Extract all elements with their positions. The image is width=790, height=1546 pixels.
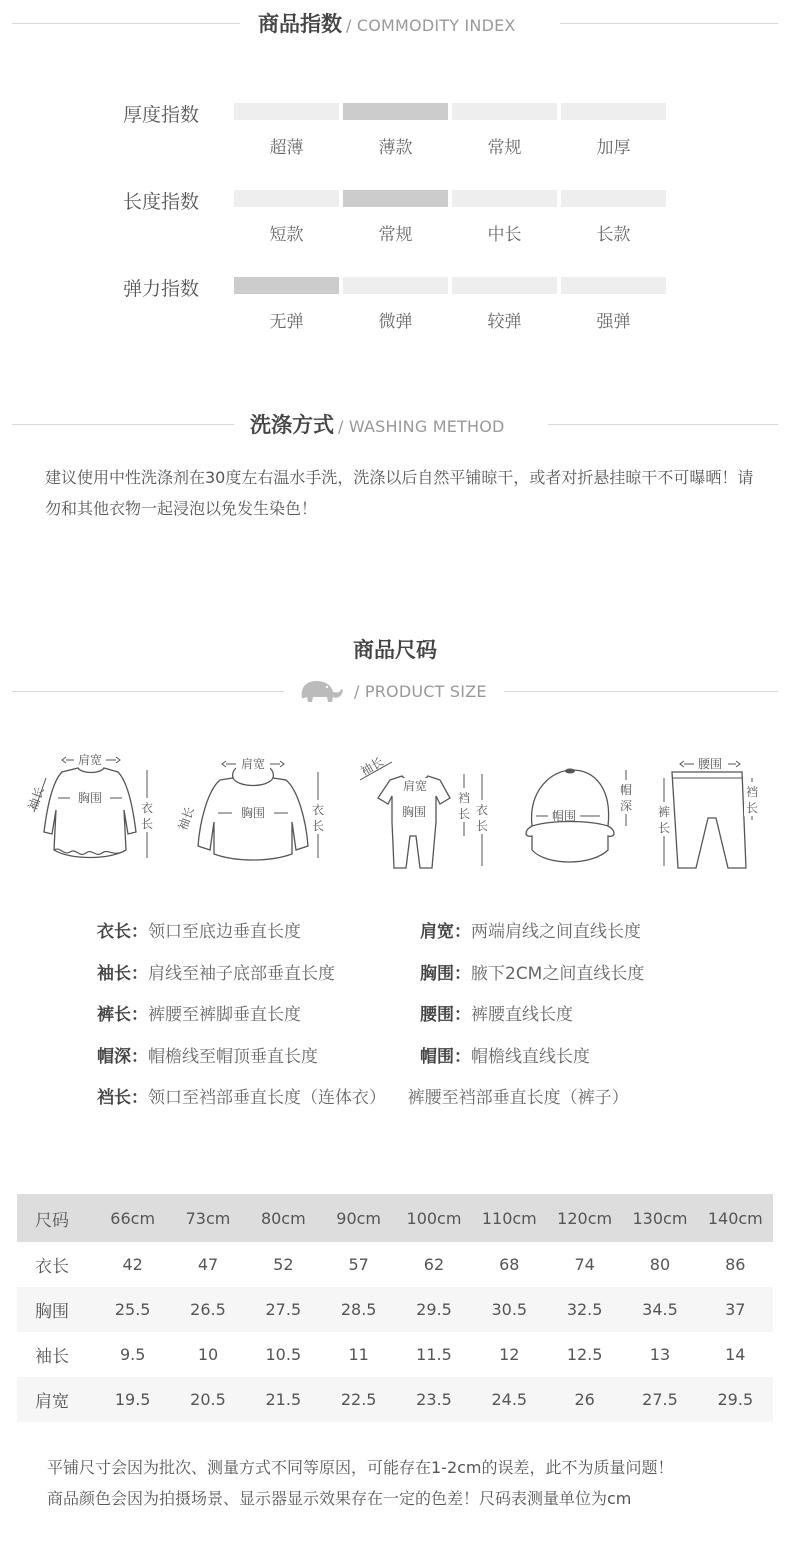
romper-length-label-1: 衣 bbox=[475, 803, 489, 817]
hoodie-length-label-2: 长 bbox=[311, 819, 325, 833]
pants-waist-label: 腰围 bbox=[697, 757, 723, 771]
def-hat-circumference: 帽围：帽檐线直线长度 bbox=[420, 1047, 590, 1067]
table-cell: 130cm bbox=[622, 1194, 697, 1242]
index-level-bar bbox=[234, 190, 339, 207]
washing-method-title-cn: 洗涤方式 bbox=[250, 413, 334, 437]
table-row-header-cell: 衣长 bbox=[35, 1257, 69, 1277]
size-note bbox=[47, 1452, 767, 1514]
index-level-bar bbox=[343, 277, 448, 294]
index-level-bar bbox=[452, 277, 557, 294]
table-cell: 68 bbox=[499, 1255, 520, 1274]
table-cell: 26 bbox=[547, 1377, 622, 1422]
table-cell: 10.5 bbox=[265, 1345, 302, 1364]
washing-instructions: 建议使用中性洗涤剂在30度左右温水手洗，洗涤以后自然平铺晾干，或者对折悬挂晾干不可曝晒！请勿和其他衣物一起浸泡以免发生染色！ bbox=[45, 468, 754, 518]
index-level-label: 常规 bbox=[378, 225, 413, 245]
index-level-bar bbox=[343, 103, 448, 120]
index-level-label: 长款 bbox=[596, 225, 631, 245]
pants-length-label-2: 长 bbox=[657, 821, 671, 835]
size-table bbox=[17, 1194, 773, 1422]
table-cell: 9.5 bbox=[119, 1345, 146, 1364]
table-cell: 21.5 bbox=[246, 1377, 321, 1422]
index-row bbox=[0, 187, 790, 257]
table-cell: 25.5 bbox=[95, 1287, 170, 1332]
hat-figure bbox=[512, 740, 642, 875]
table-cell: 47 bbox=[197, 1255, 219, 1274]
table-cell: 24.5 bbox=[472, 1377, 547, 1422]
table-cell: 29.5 bbox=[698, 1377, 773, 1422]
hoodie-shoulder-label: 肩宽 bbox=[240, 757, 266, 771]
hoodie-chest-label: 胸围 bbox=[240, 806, 266, 820]
hoodie-length-label-1: 衣 bbox=[311, 803, 325, 817]
dress-length-label-2: 长 bbox=[140, 817, 154, 831]
table-row-header-cell: 尺码 bbox=[17, 1194, 95, 1242]
table-cell: 27.5 bbox=[246, 1287, 321, 1332]
index-level-label: 强弹 bbox=[596, 312, 631, 332]
garment-figures bbox=[0, 740, 790, 880]
romper-length-label-2: 长 bbox=[475, 819, 489, 833]
index-level-label: 薄款 bbox=[378, 138, 413, 158]
pants-crotch-label-1: 裆 bbox=[745, 785, 759, 799]
table-row bbox=[17, 1332, 773, 1377]
table-cell: 57 bbox=[348, 1255, 369, 1274]
index-level-label: 加厚 bbox=[596, 138, 631, 158]
table-cell: 32.5 bbox=[547, 1287, 622, 1332]
table-cell: 80cm bbox=[246, 1194, 321, 1242]
index-level-bar bbox=[343, 190, 448, 207]
def-sleeve: 袖长：肩线至袖子底部垂直长度 bbox=[97, 964, 335, 984]
romper-crotch-label-2: 长 bbox=[457, 807, 471, 821]
table-cell: 42 bbox=[122, 1255, 143, 1274]
washing-method-header bbox=[12, 409, 778, 439]
product-size-header bbox=[12, 676, 778, 706]
product-size-title: 商品尺码 bbox=[353, 638, 437, 662]
table-cell: 13 bbox=[649, 1345, 671, 1364]
index-level-bar bbox=[561, 103, 666, 120]
romper-figure bbox=[352, 740, 500, 875]
dress-sleeve-label: 袖长 bbox=[25, 784, 47, 813]
index-level-bar bbox=[234, 277, 339, 294]
index-level-bar bbox=[234, 103, 339, 120]
def-pants-length: 裤长：裤腰至裤脚垂直长度 bbox=[97, 1005, 301, 1025]
hat-depth-label-1: 帽 bbox=[619, 783, 633, 797]
product-size-title-en: / PRODUCT SIZE bbox=[354, 682, 487, 701]
table-cell: 12.5 bbox=[566, 1345, 603, 1364]
table-row bbox=[17, 1194, 773, 1242]
table-cell: 12 bbox=[499, 1345, 520, 1364]
table-row bbox=[17, 1287, 773, 1332]
index-level-label: 超薄 bbox=[269, 138, 304, 158]
table-cell: 14 bbox=[725, 1345, 746, 1364]
table-cell: 22.5 bbox=[321, 1377, 396, 1422]
table-cell: 11 bbox=[348, 1345, 369, 1364]
table-cell: 62 bbox=[423, 1255, 445, 1274]
table-cell: 90cm bbox=[321, 1194, 396, 1242]
hoodie-sleeve-label: 袖长 bbox=[175, 804, 197, 833]
pants-figure bbox=[650, 740, 770, 875]
table-cell: 28.5 bbox=[321, 1287, 396, 1332]
table-row-header-cell: 肩宽 bbox=[17, 1377, 95, 1422]
table-cell: 10 bbox=[197, 1345, 219, 1364]
pants-crotch-label-2: 长 bbox=[745, 801, 759, 815]
romper-shoulder-label: 肩宽 bbox=[402, 779, 428, 793]
elephant-icon bbox=[296, 678, 344, 704]
table-row-header-cell: 袖长 bbox=[35, 1347, 69, 1367]
table-cell: 120cm bbox=[547, 1194, 622, 1242]
table-cell: 52 bbox=[273, 1255, 294, 1274]
index-level-label: 微弹 bbox=[378, 312, 413, 332]
index-row bbox=[0, 274, 790, 344]
size-note-line-1: 平铺尺寸会因为批次、测量方式不同等原因，可能存在1-2cm的误差，此不为质量问题！ bbox=[47, 1458, 674, 1477]
table-cell: 74 bbox=[574, 1255, 595, 1274]
table-cell: 23.5 bbox=[396, 1377, 471, 1422]
dress-chest-label: 胸围 bbox=[77, 791, 103, 805]
index-row-label: 弹力指数 bbox=[123, 278, 200, 300]
def-length: 衣长：领口至底边垂直长度 bbox=[97, 922, 301, 942]
table-cell: 86 bbox=[725, 1255, 746, 1274]
table-cell: 66cm bbox=[95, 1194, 170, 1242]
table-cell: 140cm bbox=[698, 1194, 773, 1242]
index-row-label: 厚度指数 bbox=[123, 104, 200, 126]
def-crotch: 裆长：领口至裆部垂直长度（连体衣） 裤腰至裆部垂直长度（裤子） bbox=[97, 1088, 629, 1108]
dress-shoulder-label: 肩宽 bbox=[77, 753, 103, 767]
table-cell: 26.5 bbox=[170, 1287, 245, 1332]
dress-figure bbox=[25, 740, 155, 875]
romper-chest-label: 胸围 bbox=[401, 805, 427, 819]
index-level-label: 无弹 bbox=[269, 312, 304, 332]
index-level-bar bbox=[452, 103, 557, 120]
index-row bbox=[0, 100, 790, 170]
table-row bbox=[17, 1377, 773, 1422]
index-level-label: 常规 bbox=[487, 138, 522, 158]
def-shoulder: 肩宽：两端肩线之间直线长度 bbox=[420, 922, 641, 942]
table-cell: 34.5 bbox=[622, 1287, 697, 1332]
table-cell: 80 bbox=[649, 1255, 671, 1274]
index-level-label: 短款 bbox=[269, 225, 304, 245]
table-cell: 30.5 bbox=[472, 1287, 547, 1332]
index-level-label: 中长 bbox=[487, 225, 522, 245]
table-cell: 73cm bbox=[170, 1194, 245, 1242]
index-level-label: 较弹 bbox=[487, 312, 522, 332]
commodity-index-title-en: / COMMODITY INDEX bbox=[346, 16, 516, 35]
index-level-bar bbox=[561, 190, 666, 207]
def-hat-depth: 帽深：帽檐线至帽顶垂直长度 bbox=[97, 1047, 318, 1067]
hat-depth-label-2: 深 bbox=[619, 799, 633, 813]
table-cell: 20.5 bbox=[170, 1377, 245, 1422]
index-level-bar bbox=[452, 190, 557, 207]
table-cell: 27.5 bbox=[622, 1377, 697, 1422]
commodity-index-title-cn: 商品指数 bbox=[258, 12, 342, 36]
table-row bbox=[17, 1242, 773, 1287]
table-cell: 110cm bbox=[472, 1194, 547, 1242]
commodity-index-header bbox=[12, 8, 778, 38]
table-cell: 37 bbox=[698, 1287, 773, 1332]
table-cell: 19.5 bbox=[95, 1377, 170, 1422]
hoodie-figure bbox=[175, 740, 333, 875]
pants-length-label-1: 裤 bbox=[657, 805, 671, 819]
def-chest: 胸围：腋下2CM之间直线长度 bbox=[420, 964, 645, 984]
table-cell: 11.5 bbox=[416, 1345, 452, 1364]
table-row-header-cell: 胸围 bbox=[17, 1287, 95, 1332]
romper-crotch-label-1: 裆 bbox=[457, 791, 471, 805]
dress-length-label-1: 衣 bbox=[140, 801, 154, 815]
def-waist: 腰围：裤腰直线长度 bbox=[420, 1005, 573, 1025]
index-level-bar bbox=[561, 277, 666, 294]
table-cell: 100cm bbox=[396, 1194, 471, 1242]
romper-sleeve-label: 袖长 bbox=[358, 754, 386, 779]
washing-method-title-en: / WASHING METHOD bbox=[338, 417, 505, 436]
table-cell: 29.5 bbox=[396, 1287, 471, 1332]
size-note-line-2: 商品颜色会因为拍摄场景、显示器显示效果存在一定的色差！尺码表测量单位为cm bbox=[47, 1489, 632, 1508]
index-row-label: 长度指数 bbox=[123, 191, 200, 213]
hat-circumference-label: 帽围 bbox=[551, 809, 577, 823]
